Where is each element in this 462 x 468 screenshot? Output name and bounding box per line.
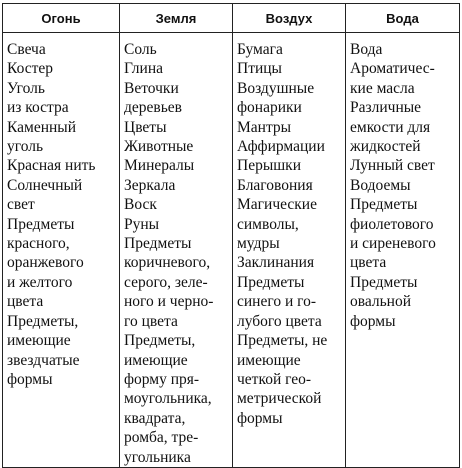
- cell-line: Мантры: [237, 118, 292, 136]
- cell-line: формы: [350, 312, 396, 330]
- cell-line: мудры: [237, 235, 280, 253]
- cell-line: го цвета: [124, 312, 178, 330]
- cell-line: Предметы: [350, 196, 418, 214]
- cell-line: Цветы: [124, 118, 167, 136]
- cell-line: Птицы: [237, 60, 282, 78]
- cell-line: имеющие: [124, 351, 188, 369]
- cell-line: свет: [7, 196, 35, 214]
- cell-line: Уголь: [7, 79, 45, 97]
- cell-line: коричневого,: [124, 254, 211, 272]
- cell-line: угольника: [124, 448, 191, 466]
- cell-line: ного и черно-: [124, 293, 214, 311]
- cell-line: Предметы, не: [237, 332, 328, 350]
- cell-line: оранжевого: [7, 254, 84, 272]
- cell-line: Перышки: [237, 157, 301, 175]
- cell-line: жидкостей: [350, 138, 421, 156]
- cell-line: Костер: [7, 60, 53, 78]
- cell-line: из костра: [7, 99, 69, 117]
- cell-line: Глина: [124, 60, 163, 78]
- cell-line: имеющие: [7, 332, 71, 350]
- column-fire: [3, 33, 120, 468]
- cell-line: лубого цвета: [237, 312, 322, 330]
- cell-line: и сиреневого: [350, 235, 436, 253]
- cell-line: цвета: [350, 254, 387, 272]
- column-air: [233, 33, 346, 468]
- column-water: [346, 33, 460, 468]
- cell-line: Аффирмации: [237, 138, 325, 156]
- cell-line: кие масла: [350, 79, 415, 97]
- cell-line: деревьев: [124, 99, 182, 117]
- cell-line: цвета: [7, 293, 44, 311]
- cell-line: красного,: [7, 235, 70, 253]
- cell-line: Лунный свет: [350, 157, 435, 175]
- cell-line: метрической: [237, 390, 322, 408]
- cell-line: формы: [237, 409, 283, 427]
- cell-line: Красная нить: [7, 157, 96, 175]
- cell-line: имеющие: [237, 351, 301, 369]
- cell-line: квадрата,: [124, 409, 186, 427]
- cell-line: фиолетового: [350, 215, 434, 233]
- cell-line: ромба, тре-: [124, 429, 199, 447]
- cell-line: символы,: [237, 215, 299, 233]
- cell-line: Каменный: [7, 118, 77, 136]
- cell-line: емкости для: [350, 118, 431, 136]
- cell-line: Предметы: [7, 215, 75, 233]
- cell-line: Свеча: [7, 41, 46, 58]
- cell-line: Предметы: [124, 235, 192, 253]
- cell-line: Магические: [237, 196, 317, 214]
- cell-line: четкой гео-: [237, 370, 312, 388]
- cell-line: серого, зеле-: [124, 273, 208, 291]
- cell-line: Веточки: [124, 79, 179, 97]
- cell-line: и желтого: [7, 273, 73, 291]
- cell-line: формы: [7, 370, 53, 388]
- content-row: [3, 33, 460, 468]
- cell-line: форму пря-: [124, 370, 200, 388]
- header-air: Воздух: [233, 4, 346, 33]
- cell-line: Благовония: [237, 176, 313, 194]
- cell-line: Воздушные: [237, 79, 315, 97]
- cell-line: Заклинания: [237, 254, 315, 272]
- cell-line: Водоемы: [350, 176, 411, 194]
- column-earth: [120, 33, 233, 468]
- cell-line: Предметы,: [124, 332, 196, 350]
- header-row: [3, 4, 460, 33]
- cell-line: Бумага: [237, 41, 283, 58]
- cell-line: звездчатые: [7, 351, 80, 369]
- cell-line: Руны: [124, 215, 160, 233]
- cell-line: Вода: [350, 41, 383, 58]
- cell-line: Солнечный: [7, 176, 83, 194]
- cell-line: овальной: [350, 293, 412, 311]
- cell-line: Зеркала: [124, 176, 176, 194]
- cell-line: Животные: [124, 138, 194, 156]
- cell-line: уголь: [7, 138, 44, 156]
- header-earth: Земля: [120, 4, 233, 33]
- cell-line: фонарики: [237, 99, 302, 117]
- header-fire: Огонь: [3, 4, 120, 33]
- cell-line: моугольника,: [124, 390, 212, 408]
- cell-line: Предметы: [350, 273, 418, 291]
- cell-line: Минералы: [124, 157, 195, 175]
- cell-line: Воск: [124, 196, 157, 214]
- cell-line: синего и го-: [237, 293, 316, 311]
- elements-table: [2, 3, 460, 468]
- cell-line: Предметы,: [7, 312, 79, 330]
- cell-line: Ароматичес-: [350, 60, 435, 78]
- header-water: Вода: [346, 4, 460, 33]
- cell-line: Различные: [350, 99, 422, 117]
- cell-line: Соль: [124, 41, 157, 58]
- cell-line: Предметы: [237, 273, 305, 291]
